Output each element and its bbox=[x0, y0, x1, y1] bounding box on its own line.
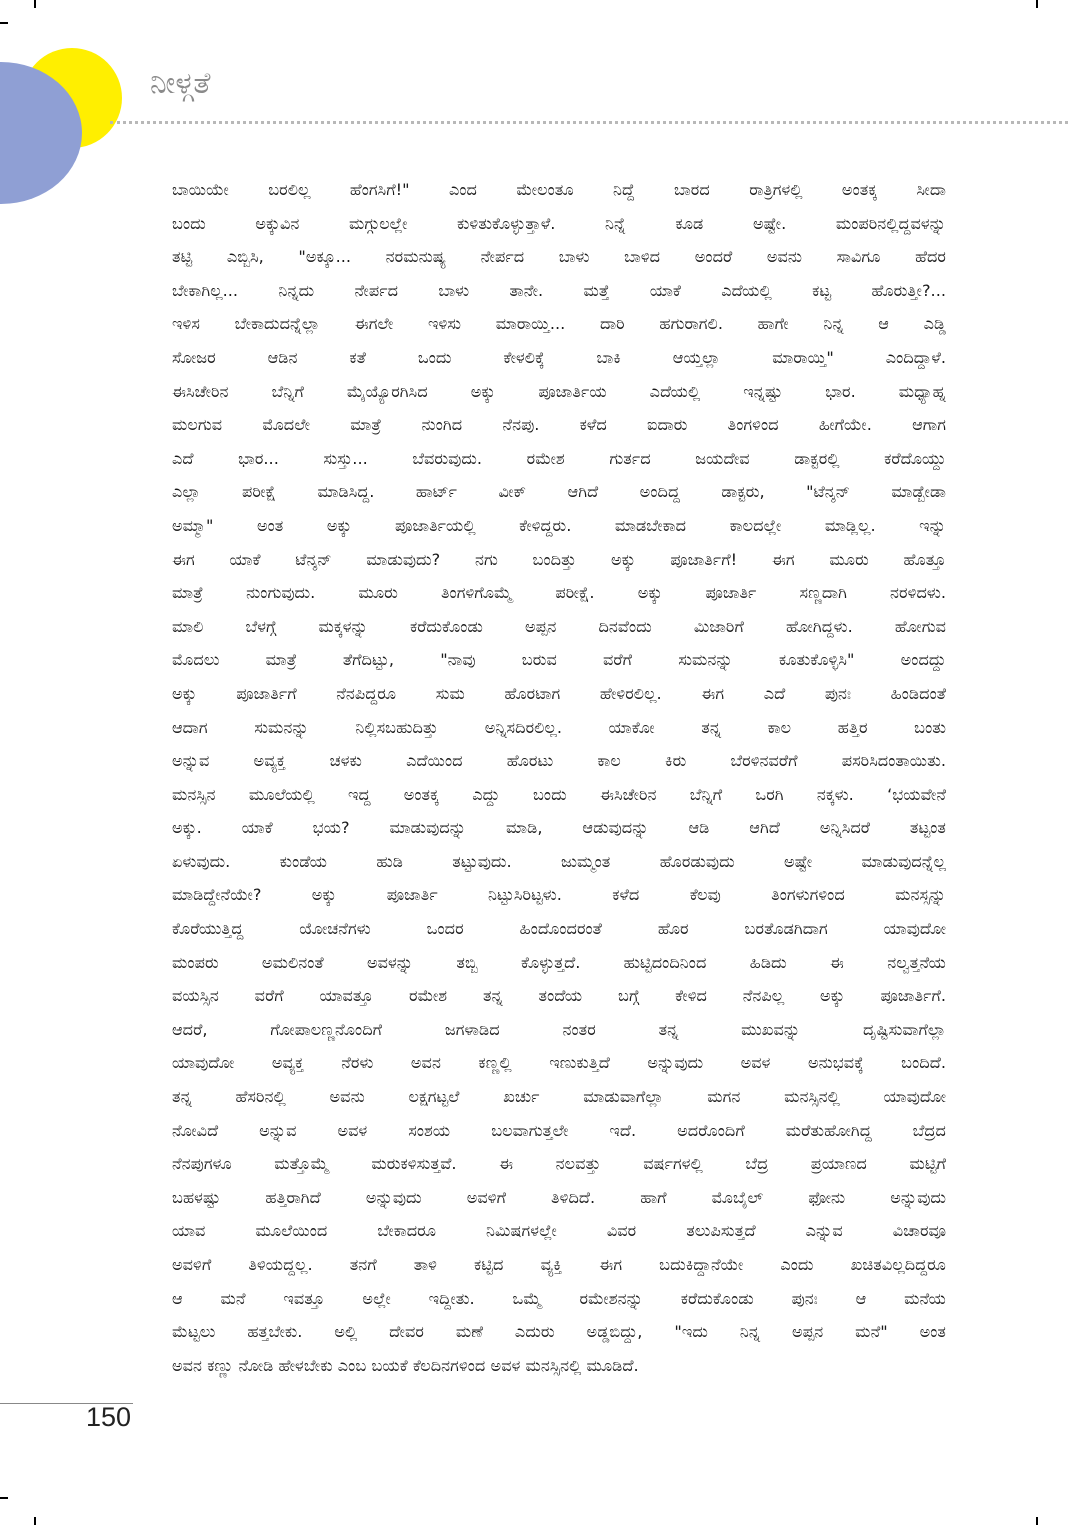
text-line: ಅವಳಿಗೆ ತಿಳಿಯದ್ದಲ್ಲ. ತನಗೆ ತಾಳಿ ಕಟ್ಟಿದ ವ್ಯಕ್ತಿ ಈಗ ಬದುಕಿದ್ದಾನೆಯೇ ಎಂದು ಖಚಿತವಿಲ್ಲದಿದ್ದರೂ bbox=[172, 1255, 946, 1274]
text-line: ಆದರೆ, ಗೋಪಾಲಣ್ಣನೊಂದಿಗೆ ಜಗಳಾಡಿದ ನಂತರ ತನ್ನ ಮುಖವನ್ನು ದೃಷ್ಟಿಸುವಾಗೆಲ್ಲಾ bbox=[172, 1019, 946, 1039]
text-line: ಈಸಿಚೇರಿನ ಬೆನ್ನಿಗೆ ಮೈಯ್ಯೊರಗಿಸಿದ ಅಕ್ಕು ಪೂಜಾರ್ತಿಯ ಎದೆಯಲ್ಲಿ ಇನ್ನಷ್ಟು ಭಾರ. ಮಧ್ಯಾಹ್ನ bbox=[172, 381, 946, 401]
text-line: ಎಲ್ಲಾ ಪರೀಕ್ಷೆ ಮಾಡಿಸಿದ್ದ. ಹಾರ್ಟ್ ವೀಕ್ ಆಗಿದೆ ಅಂದಿದ್ದ ಡಾಕ್ಟರು, "ಟೆನ್ಶನ್ ಮಾಡ್ಬೇಡಾ bbox=[172, 482, 946, 502]
text-line: ಕೊರೆಯುತ್ತಿದ್ದ ಯೋಚನೆಗಳು ಒಂದರ ಹಿಂದೊಂದರಂತೆ ಹೊರ ಬರತೊಡಗಿದಾಗ ಯಾವುದೋ bbox=[172, 919, 946, 939]
text-line: ನೋವಿದೆ ಅನ್ನುವ ಅವಳ ಸಂಶಯ ಬಲವಾಗುತ್ತಲೇ ಇದೆ. ಅದರೊಂದಿಗೆ ಮರೆತುಹೋಗಿದ್ದ ಬೆದ್ರದ bbox=[172, 1120, 946, 1140]
text-line: ಇಳಿಸ ಬೇಕಾದುದನ್ನೆಲ್ಲಾ ಈಗಲೇ ಇಳಿಸು ಮಾರಾಯ್ತಿ... ದಾರಿ ಹಗುರಾಗಲಿ. ಹಾಗೇ ನಿನ್ನ ಆ ಎಡ್ಡಿ bbox=[172, 314, 946, 334]
text-line: ಮಂಪರು ಅಮಲಿನಂತೆ ಅವಳನ್ನು ತಬ್ಬಿ ಕೊಳ್ಳುತ್ತದೆ. ಹುಟ್ಟಿದಂದಿನಿಂದ ಹಿಡಿದು ಈ ನಲ್ವತ್ತನೆಯ bbox=[172, 952, 946, 972]
text-line: ಮಲಗುವ ಮೊದಲೇ ಮಾತ್ರೆ ನುಂಗಿದ ನೆನಪು. ಕಳೆದ ಐದಾರು ತಿಂಗಳಿಂದ ಹೀಗೆಯೇ. ಆಗಾಗ bbox=[172, 415, 946, 435]
crop-mark-top-left bbox=[34, 0, 36, 8]
text-line: ಮಾಡಿದ್ದೇನೆಯೇ? ಅಕ್ಕು ಪೂಜಾರ್ತಿ ನಿಟ್ಟುಸಿರಿಟ್ಟಳು. ಕಳೆದ ಕೆಲವು ತಿಂಗಳುಗಳಿಂದ ಮನಸ್ಸನ್ನು bbox=[172, 885, 946, 905]
crop-mark-top-right bbox=[1036, 0, 1038, 8]
running-header-title: ನೀಳ್ಗತೆ bbox=[150, 66, 211, 101]
crop-mark-bottom-right bbox=[1036, 1517, 1038, 1525]
text-line: ಮೊದಲು ಮಾತ್ರೆ ತೆಗೆದಿಟ್ಟು, "ನಾವು ಬರುವ ವರೆಗೆ ಸುಮನನ್ನು ಕೂತುಕೊಳ್ಳಿಸಿ" ಅಂದದ್ದು bbox=[172, 650, 946, 670]
text-line: ನೆನಪುಗಳೂ ಮತ್ತೊಮ್ಮೆ ಮರುಕಳಿಸುತ್ತವೆ. ಈ ನಲವತ್ತು ವರ್ಷಗಳಲ್ಲಿ ಬೆದ್ರ ಪ್ರಯಾಣದ ಮಟ್ಟಿಗೆ bbox=[172, 1154, 946, 1174]
text-line: ಬಂದು ಅಕ್ಕುವಿನ ಮಗ್ಗುಲಲ್ಲೇ ಕುಳಿತುಕೊಳ್ಳುತ್ತಾಳೆ. ನಿನ್ನೆ ಕೂಡ ಅಷ್ಟೇ. ಮಂಪರಿನಲ್ಲಿದ್ದವಳನ್ನು bbox=[172, 213, 946, 233]
text-line: ಮಾಲಿ ಬೆಳಗ್ಗೆ ಮಕ್ಕಳನ್ನು ಕರೆದುಕೊಂಡು ಅಪ್ಪನ ದಿನವೆಂದು ಮಿಜಾರಿಗೆ ಹೋಗಿದ್ದಳು. ಹೋಗುವ bbox=[172, 616, 946, 636]
text-line: ಬಹಳಷ್ಟು ಹತ್ತಿರಾಗಿದೆ ಅನ್ನುವುದು ಅವಳಿಗೆ ತಿಳಿದಿದೆ. ಹಾಗೆ ಮೊಬೈಲ್ ಫೋನು ಅನ್ನುವುದು bbox=[172, 1187, 946, 1207]
text-line: ಅನ್ನುವ ಅವ್ಯಕ್ತ ಚಳಕು ಎದೆಯಿಂದ ಹೊರಟು ಕಾಲ ಕಿರು ಬೆರಳಿನವರೆಗೆ ಪಸರಿಸಿದಂತಾಯಿತು. bbox=[172, 751, 946, 771]
crop-mark-left-upper bbox=[0, 22, 8, 24]
crop-mark-bottom-left bbox=[34, 1517, 36, 1525]
text-line: ಆದಾಗ ಸುಮನನ್ನು ನಿಲ್ಲಿಸಬಹುದಿತ್ತು ಅನ್ನಿಸದಿರಲಿಲ್ಲ. ಯಾಕೋ ತನ್ನ ಕಾಲ ಹತ್ತಿರ ಬಂತು bbox=[172, 717, 946, 737]
text-line: ಸೋಜರ ಆಡಿನ ಕತೆ ಒಂದು ಕೇಳಲಿಕ್ಕೆ ಬಾಕಿ ಆಯ್ತಲ್ಲಾ ಮಾರಾಯ್ತಿ" ಎಂದಿದ್ದಾಳೆ. bbox=[172, 347, 946, 367]
text-line: ಯಾವುದೋ ಅವ್ಯಕ್ತ ನೆರಳು ಅವನ ಕಣ್ಣಲ್ಲಿ ಇಣುಕುತ್ತಿದೆ ಅನ್ನುವುದು ಅವಳ ಅನುಭವಕ್ಕೆ ಬಂದಿದೆ. bbox=[172, 1053, 946, 1073]
crop-mark-left-lower bbox=[0, 1497, 8, 1499]
text-line: ಏಳುವುದು. ಕುಂಡೆಯ ಹುಡಿ ತಟ್ಟುವುದು. ಜುಮ್ಮಂತ ಹೊರಡುವುದು ಅಷ್ಟೇ ಮಾಡುವುದನ್ನೆಲ್ಲ bbox=[172, 851, 946, 871]
text-line: ಬೇಕಾಗಿಲ್ಲ... ನಿನ್ನದು ನೇರ್ಪದ ಬಾಳು ತಾನೇ. ಮತ್ತೆ ಯಾಕೆ ಎದೆಯಲ್ಲಿ ಕಟ್ಟ ಹೊರುತ್ತೀ?... bbox=[172, 280, 946, 300]
text-line: ಅಕ್ಕು ಪೂಜಾರ್ತಿಗೆ ನೆನಪಿದ್ದರೂ ಸುಮ ಹೊರಟಾಗ ಹೇಳಿರಲಿಲ್ಲ. ಈಗ ಎದೆ ಪುನಃ ಹಿಂಡಿದಂತೆ bbox=[172, 683, 946, 703]
text-line: ತಟ್ಟಿ ಎಬ್ಬಿಸಿ, "ಅಕ್ಕೂ... ನರಮನುಷ್ಯ ನೇರ್ಪದ ಬಾಳು ಬಾಳಿದ ಅಂದರೆ ಅವನು ಸಾವಿಗೂ ಹೆದರ bbox=[172, 247, 946, 267]
text-line: ಬಾಯಿಯೇ ಬರಲಿಲ್ಲ ಹೆಂಗಸಿಗೆ!" ಎಂದ ಮೇಲಂತೂ ನಿದ್ದೆ ಬಾರದ ರಾತ್ರಿಗಳಲ್ಲಿ ಅಂತಕ್ಕ ಸೀದಾ bbox=[172, 180, 946, 199]
body-text bbox=[172, 173, 946, 1393]
text-line: ಮೆಟ್ಟಲು ಹತ್ತಬೇಕು. ಅಲ್ಲಿ ದೇವರ ಮಣೆ ಎದುರು ಅಡ್ಡಬಿದ್ದು, "ಇದು ನಿನ್ನ ಅಪ್ಪನ ಮನೆ" ಅಂತ bbox=[172, 1322, 946, 1342]
text-line: ಅವನ ಕಣ್ಣು ನೋಡಿ ಹೇಳಬೇಕು ಎಂಬ ಬಯಕೆ ಕೆಲದಿನಗಳಿಂದ ಅವಳ ಮನಸ್ಸಿನಲ್ಲಿ ಮೂಡಿದೆ. bbox=[172, 1355, 639, 1375]
text-line: ತನ್ನ ಹೆಸರಿನಲ್ಲಿ ಅವನು ಲಕ್ಷಗಟ್ಟಲೆ ಖರ್ಚು ಮಾಡುವಾಗೆಲ್ಲಾ ಮಗನ ಮನಸ್ಸಿನಲ್ಲಿ ಯಾವುದೋ bbox=[172, 1087, 946, 1107]
page-number: 150 bbox=[86, 1402, 132, 1432]
text-line: ಮನಸ್ಸಿನ ಮೂಲೆಯಲ್ಲಿ ಇದ್ದ ಅಂತಕ್ಕ ಎದ್ದು ಬಂದು ಈಸಿಚೇರಿನ ಬೆನ್ನಿಗೆ ಒರಗಿ ನಕ್ಕಳು. ‘ಭಯವೇನೆ bbox=[172, 784, 946, 804]
text-line: ಎದೆ ಭಾರ... ಸುಸ್ತು... ಬೆವರುವುದು. ರಮೇಶ ಗುರ್ತದ ಜಯದೇವ ಡಾಕ್ಟರಲ್ಲಿ ಕರೆದೊಯ್ದು bbox=[172, 448, 946, 468]
text-line: ಮಾತ್ರೆ ನುಂಗುವುದು. ಮೂರು ತಿಂಗಳಿಗೊಮ್ಮೆ ಪರೀಕ್ಷೆ. ಅಕ್ಕು ಪೂಜಾರ್ತಿ ಸಣ್ಣದಾಗಿ ನರಳಿದಳು. bbox=[172, 583, 946, 603]
header-dotted-rule bbox=[110, 121, 1068, 124]
text-line: ಯಾವ ಮೂಲೆಯಿಂದ ಬೇಕಾದರೂ ನಿಮಿಷಗಳಲ್ಲೇ ವಿವರ ತಲುಪಿಸುತ್ತದೆ ಎನ್ನುವ ವಿಚಾರವೂ bbox=[172, 1221, 946, 1241]
text-line: ಅಮ್ಮಾ" ಅಂತ ಅಕ್ಕು ಪೂಜಾರ್ತಿಯಲ್ಲಿ ಕೇಳಿದ್ದರು. ಮಾಡಬೇಕಾದ ಕಾಲದಲ್ಲೇ ಮಾಡ್ಲಿಲ್ಲ. ಇನ್ನು bbox=[172, 515, 946, 535]
text-line: ಈಗ ಯಾಕೆ ಟೆನ್ಶನ್ ಮಾಡುವುದು? ನಗು ಬಂದಿತ್ತು ಅಕ್ಕು ಪೂಜಾರ್ತಿಗೆ! ಈಗ ಮೂರು ಹೊತ್ತೂ bbox=[172, 549, 946, 569]
text-line: ಅಕ್ಕು. ಯಾಕೆ ಭಯ? ಮಾಡುವುದನ್ನು ಮಾಡಿ, ಆಡುವುದನ್ನು ಆಡಿ ಆಗಿದೆ ಅನ್ನಿಸಿದರೆ ತಟ್ಟಂತ bbox=[172, 818, 946, 838]
text-line: ವಯಸ್ಸಿನ ವರೆಗೆ ಯಾವತ್ತೂ ರಮೇಶ ತನ್ನ ತಂದೆಯ ಬಗ್ಗೆ ಕೇಳಿದ ನೆನಪಿಲ್ಲ ಅಕ್ಕು ಪೂಜಾರ್ತಿಗೆ. bbox=[172, 986, 946, 1006]
text-line: ಆ ಮನೆ ಇವತ್ತೂ ಅಲ್ಲೇ ಇದ್ದೀತು. ಒಮ್ಮೆ ರಮೇಶನನ್ನು ಕರೆದುಕೊಂಡು ಪುನಃ ಆ ಮನೆಯ bbox=[172, 1288, 946, 1308]
